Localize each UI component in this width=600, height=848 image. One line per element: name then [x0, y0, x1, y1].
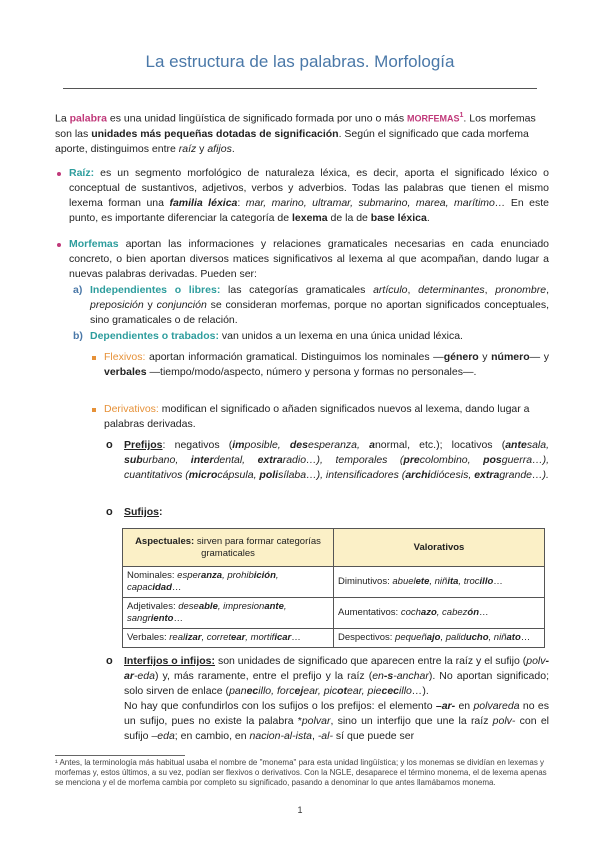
footnote-rule	[55, 755, 185, 756]
table-cell: Verbales: realizar, corretear, mortificar…	[123, 629, 334, 648]
sufijos-table	[122, 528, 545, 648]
intro-paragraph: La palabra es una unidad lingüística de significado formada por uno o más MORFEMAS$^1$. Los morfemas son las unidades más pequeñas dotadas de significación. Según el significado que cada morfema aporte, distinguimos entre raíz y afijos.	[55, 112, 536, 155]
table-row	[123, 598, 545, 629]
title-underline	[63, 88, 537, 89]
enum-a: a)	[73, 284, 83, 296]
dependientes-paragraph: Dependientes o trabados: van unidos a un lexema en una única unidad léxica.	[90, 330, 463, 342]
enum-b: b)	[73, 330, 83, 342]
table-header-aspectuales: Aspectuales: sirven para formar categorías gramaticales	[123, 529, 334, 567]
bullet-raiz	[57, 172, 61, 176]
table-row	[123, 567, 545, 598]
prefijos-paragraph: Prefijos: negativos (imposible, desesperanza, anormal, etc.); locativos (antesala, suburbano, interdental, extraradio…), temporales (precolombino, posguerra…), cuantitativos (microcápsula, polisílaba…), intensificadores (archidiócesis, extragrande…).	[124, 439, 549, 481]
table-cell: Diminutivos: abuelete, niñita, trocillo…	[334, 567, 545, 598]
footnote: ¹ Antes, la terminología más habitual usaba el nombre de "monema" para esta unidad lingüística; y los monemas se dividían en lexemas y morfemas y, estos últimos, a su vez, podían ser flexivos o derivativos. Con la NGLE, desaparece el término monema, el de lexema apenas se menciona y el de morfema cambia por completo su significado, pasando a denominar lo que antes llamábamos monema.	[55, 758, 547, 787]
page-title: La estructura de las palabras. Morfología	[145, 52, 455, 71]
table-cell: Aumentativos: cochazo, cabezón…	[334, 598, 545, 629]
flexivos-paragraph: Flexivos: aportan información gramatical. Distinguimos los nominales —género y número— y verbales —tiempo/modo/aspecto, número y persona y formas no personales—.	[104, 351, 549, 378]
morfemas-paragraph: Morfemas aportan las informaciones y relaciones gramaticales necesarias en cada enunciado concreto, o bien aportan diversos matices significativos al lexema al que acompañan, dando lugar a nuevas palabras derivadas. Pueden ser:	[69, 238, 549, 280]
derivativos-paragraph: Derivativos: modifican el significado o añaden significados nuevos al lexema, dando lugar a palabras derivadas.	[104, 403, 530, 430]
page-number: 1	[297, 805, 303, 815]
interfijos-note-paragraph: No hay que confundirlos con los sufijos o los prefijos: el elemento –ar- en polvareda no es un sufijo, pues no existe la palabra *polvar, sino un interfijo que une la raíz polv- con el sufijo –eda; en cambio, en nacion-al-ista, -al- sí que puede ser	[124, 700, 549, 742]
circle-bullet-sufijos: o	[106, 506, 113, 518]
circle-bullet-interfijos: o	[106, 655, 113, 667]
bullet-morfemas	[57, 243, 61, 247]
table-row	[123, 629, 545, 648]
table-cell: Despectivos: pequeñajo, paliducho, niñato…	[334, 629, 545, 648]
bullet-derivativos	[92, 408, 96, 412]
interfijos-paragraph: Interfijos o infijos: son unidades de significado que aparecen entre la raíz y el sufijo (polv-ar-eda) y, más raramente, entre el prefijo y la raíz (en-s-anchar). No aportan significado; solo sirven de enlace (panecillo, forcejear, picotear, piececillo…).	[124, 655, 549, 697]
bullet-flexivos	[92, 356, 96, 360]
table-cell: Adjetivales: deseable, impresionante, sangriento…	[123, 598, 334, 629]
raiz-paragraph: Raíz: es un segmento morfológico de naturaleza léxica, es decir, aporta el significado léxico o conceptual de sustantivos, adjetivos, verbos y adverbios. Todas las palabras que tienen el mismo lexema forman una familia léxica: mar, marino, ultramar, submarino, marea, marítimo… En este punto, es importante diferenciar la categoría de lexema de la de base léxica.	[69, 167, 549, 224]
table-cell: Nominales: esperanza, prohibición, capacidad…	[123, 567, 334, 598]
sufijos-heading: Sufijos:	[124, 506, 163, 518]
table-header-valorativos: Valorativos	[334, 529, 545, 567]
circle-bullet-prefijos: o	[106, 439, 113, 451]
independientes-paragraph: Independientes o libres: las categorías gramaticales artículo, determinantes, pronombre, preposición y conjunción se consideran morfemas, porque no aportan significados conceptuales, sino gramaticales o de relación.	[90, 284, 550, 326]
